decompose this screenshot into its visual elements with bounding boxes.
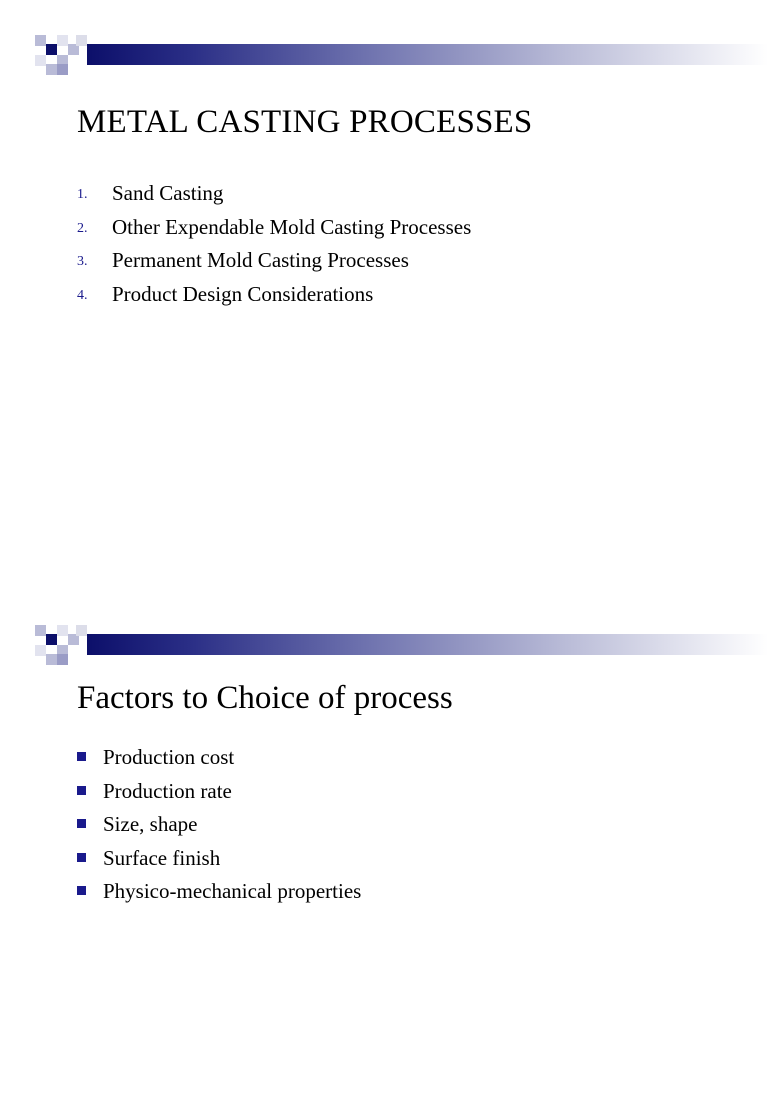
- list-item: [77, 280, 471, 314]
- list-number: 3.: [77, 254, 88, 269]
- list-item-text: Surface finish: [103, 845, 221, 870]
- list-item-text: Production rate: [103, 778, 232, 803]
- list-item: [77, 810, 361, 844]
- deco-square: [35, 645, 46, 656]
- list-item-text: Product Design Considerations: [112, 281, 374, 306]
- list-item: [77, 246, 471, 280]
- list-item-text: Permanent Mold Casting Processes: [112, 248, 409, 272]
- deco-square: [35, 55, 46, 66]
- gradient-bar: [87, 44, 768, 65]
- list-number: 4.: [77, 287, 88, 303]
- deco-square: [76, 625, 87, 636]
- bullet-list: [77, 743, 361, 911]
- list-item-text: Other Expendable Mold Casting Processes: [112, 214, 472, 239]
- square-bullet-icon: [77, 853, 86, 862]
- list-item: [77, 777, 361, 811]
- list-item: [77, 213, 471, 247]
- list-item-text: Production cost: [103, 745, 235, 769]
- square-bullet-icon: [77, 752, 86, 761]
- list-item-text: Physico-mechanical properties: [103, 879, 362, 903]
- deco-square: [35, 35, 46, 46]
- list-item: [77, 844, 361, 878]
- slide-1: [0, 0, 768, 512]
- deco-square: [57, 654, 68, 665]
- deco-square: [35, 625, 46, 636]
- square-bullet-icon: [77, 786, 86, 795]
- header-decoration: [35, 625, 768, 667]
- list-item: [77, 179, 471, 213]
- deco-square: [57, 35, 68, 46]
- slide-title: Factors to Choice of process: [77, 680, 453, 716]
- deco-square: [57, 64, 68, 75]
- slide-title: METAL CASTING PROCESSES: [77, 104, 533, 140]
- numbered-list: [77, 179, 471, 313]
- deco-square: [46, 654, 57, 665]
- gradient-bar: [87, 634, 768, 655]
- list-item: [77, 743, 361, 777]
- list-number: 1.: [77, 187, 88, 202]
- deco-square: [76, 35, 87, 46]
- deco-square: [46, 634, 57, 645]
- header-decoration: [35, 35, 768, 77]
- list-item: [77, 877, 361, 911]
- slide-2: [0, 590, 768, 1102]
- deco-square: [46, 64, 57, 75]
- square-bullet-icon: [77, 819, 86, 828]
- deco-square: [57, 625, 68, 636]
- list-item-text: Sand Casting: [112, 181, 224, 205]
- list-item-text: Size, shape: [103, 812, 198, 836]
- list-number: 2.: [77, 220, 88, 236]
- square-bullet-icon: [77, 886, 86, 895]
- deco-square: [46, 44, 57, 55]
